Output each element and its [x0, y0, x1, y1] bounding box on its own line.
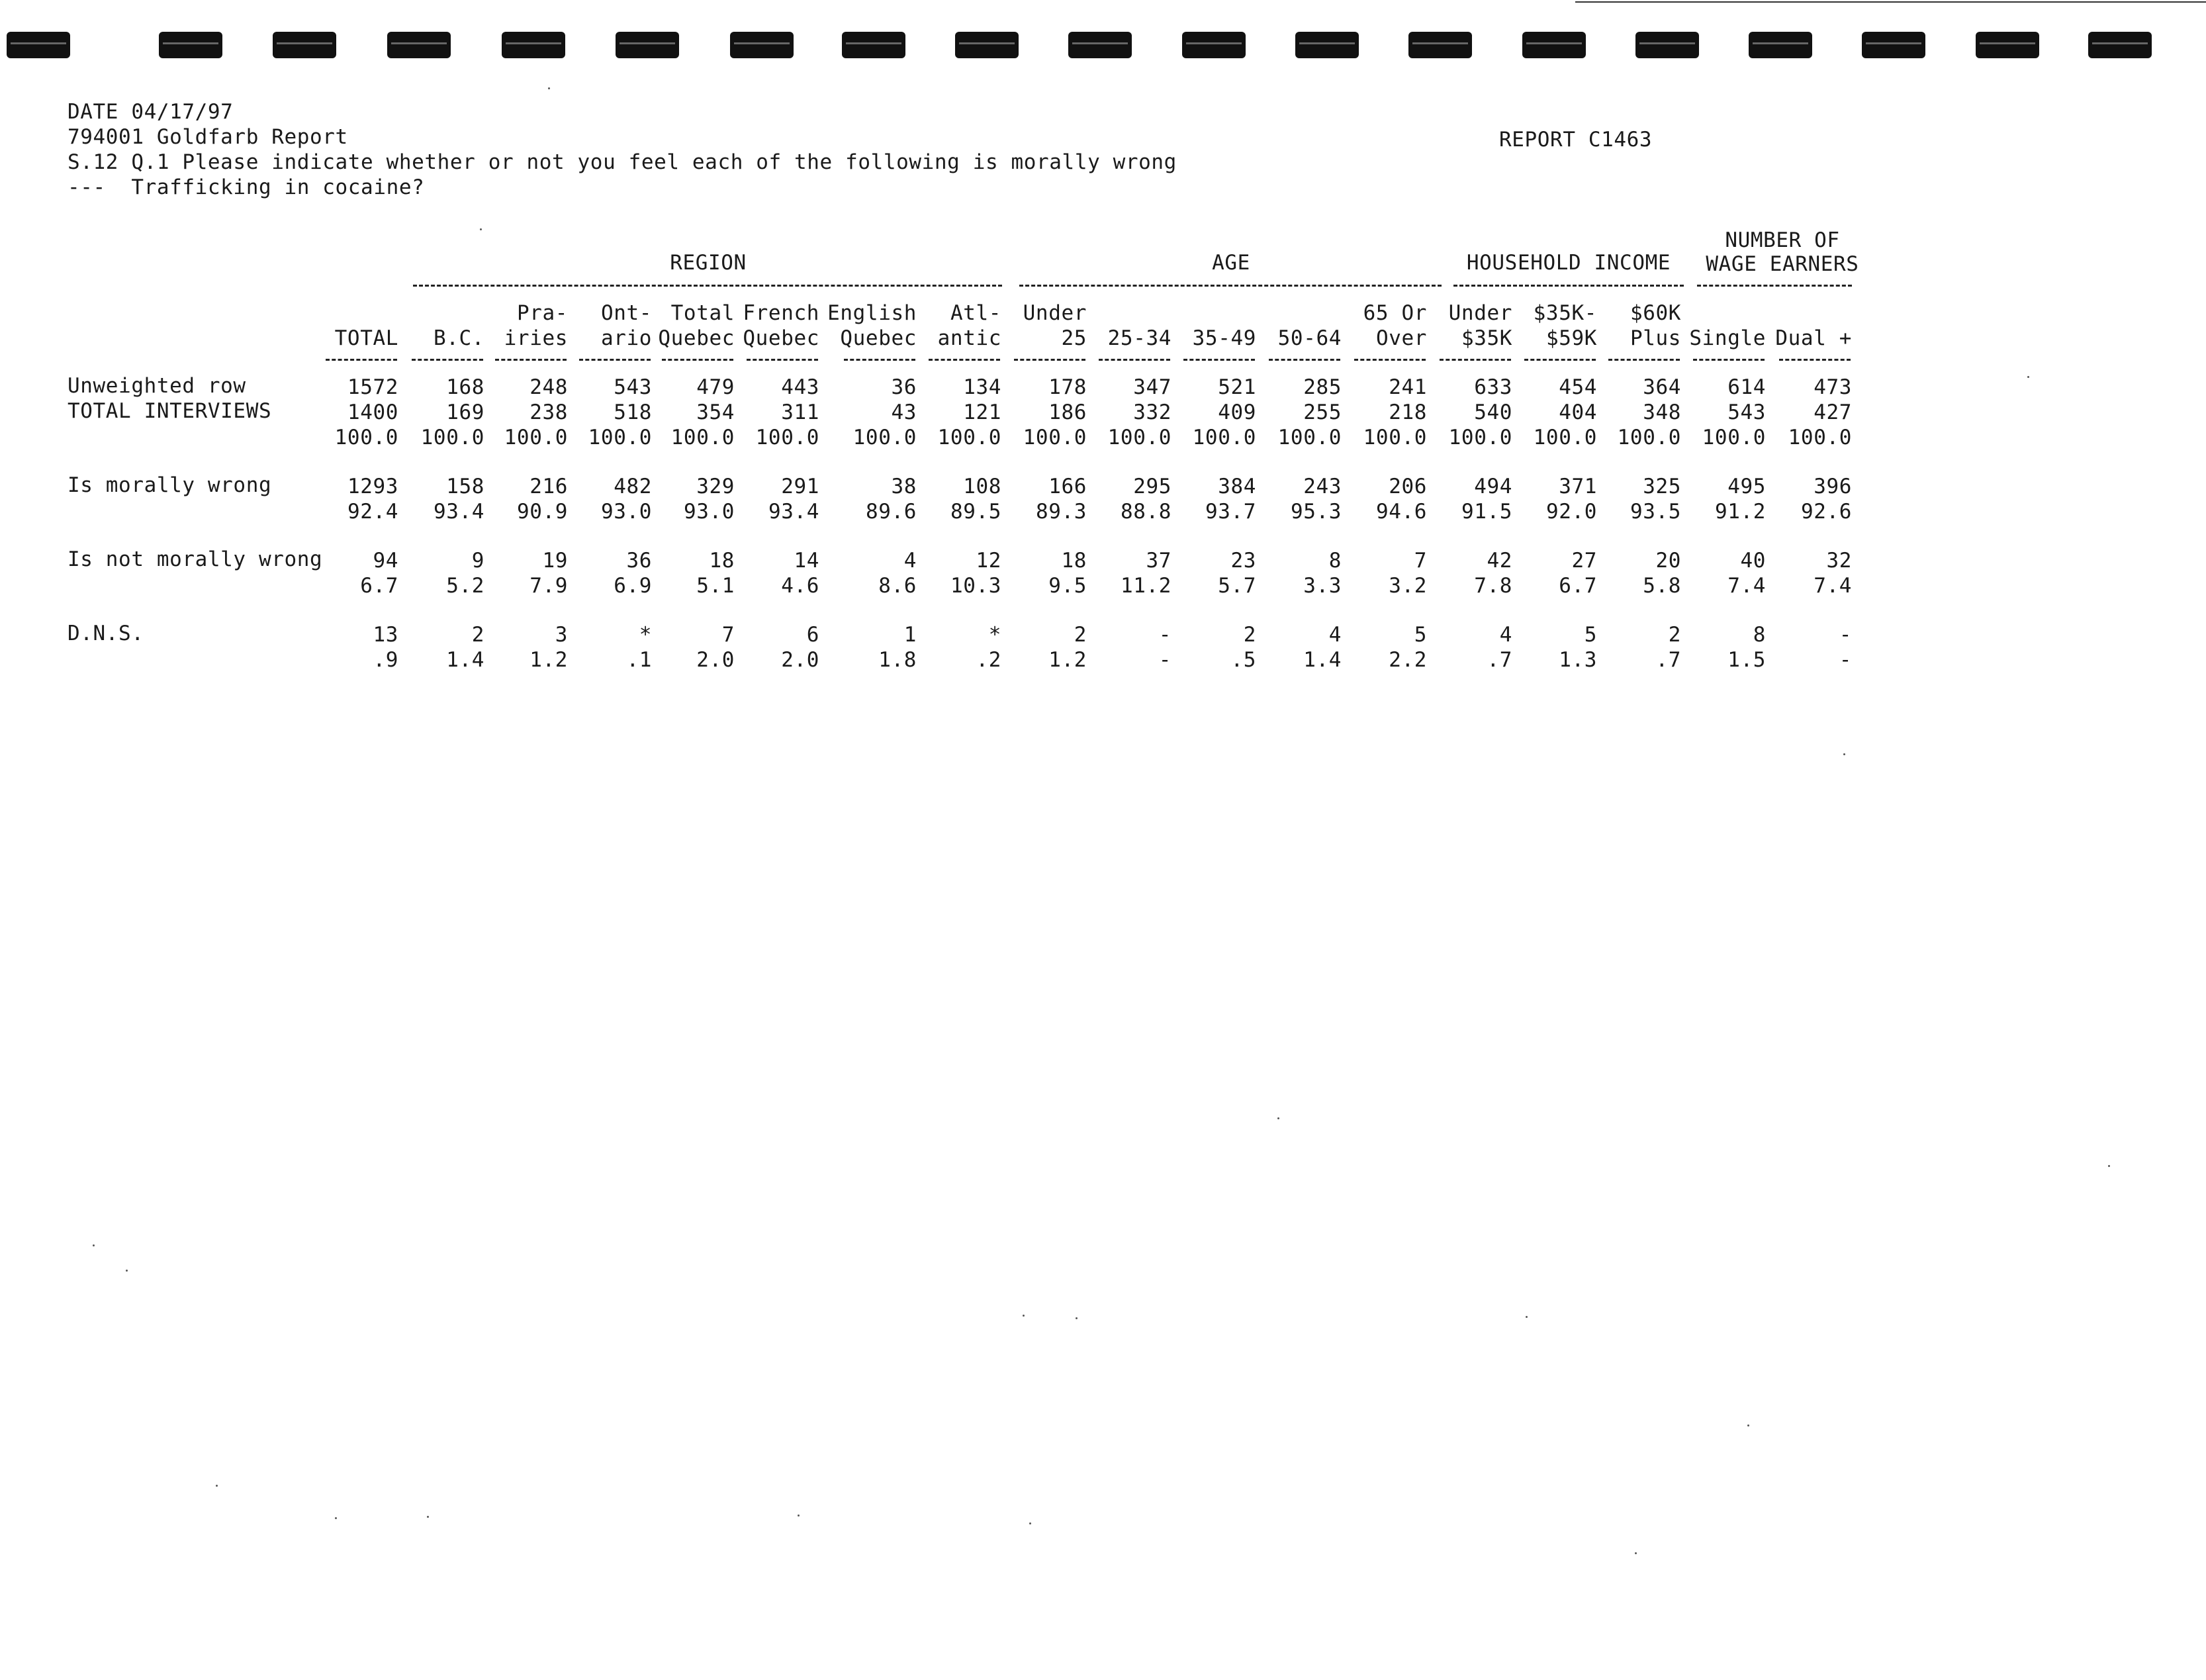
table-cell-not-wrong: 40 — [1740, 549, 1766, 573]
table-cell-total-pct: 100.0 — [1277, 426, 1342, 449]
feed-hole — [730, 32, 794, 58]
table-cell-unweighted: 285 — [1303, 375, 1342, 399]
scan-speck — [1277, 1117, 1279, 1119]
scan-speck — [335, 1517, 337, 1519]
table-cell-total: 409 — [1218, 400, 1256, 424]
scan-speck — [1747, 1424, 1749, 1426]
column-header-line2: 35-49 — [1192, 326, 1256, 350]
table-cell-total-pct: 100.0 — [1448, 426, 1512, 449]
scan-speck — [126, 1270, 128, 1272]
table-cell-dns: 6 — [806, 623, 819, 647]
table-cell-dns-pct: .5 — [1230, 648, 1256, 672]
column-header-line2: ario — [600, 326, 652, 350]
table-cell-wrong-pct: 92.0 — [1545, 500, 1597, 524]
table-cell-not-wrong: 7 — [1414, 549, 1427, 573]
table-cell-wrong: 1293 — [347, 475, 398, 498]
scan-speck — [480, 228, 482, 230]
table-cell-unweighted: 521 — [1218, 375, 1256, 399]
table-cell-unweighted: 364 — [1643, 375, 1681, 399]
table-cell-total-pct: 100.0 — [1617, 426, 1681, 449]
table-cell-wrong: 371 — [1559, 475, 1597, 498]
table-cell-total-pct: 100.0 — [670, 426, 735, 449]
feed-hole — [1408, 32, 1472, 58]
column-header-underline — [1524, 359, 1596, 361]
column-header-line2: Dual + — [1775, 326, 1852, 350]
column-header-line1: French — [743, 301, 819, 325]
table-cell-wrong-pct: 89.3 — [1035, 500, 1087, 524]
wage-underline — [1697, 285, 1852, 287]
table-cell-total: 518 — [614, 400, 652, 424]
table-cell-dns-pct: - — [1158, 648, 1172, 672]
table-cell-dns-pct: 1.4 — [446, 648, 484, 672]
row-label-not-morally-wrong: Is not morally wrong — [68, 547, 323, 571]
table-cell-dns: 4 — [1499, 623, 1512, 647]
feed-hole — [159, 32, 222, 58]
table-cell-wrong: 329 — [696, 475, 735, 498]
table-cell-not-wrong-pct: 4.6 — [781, 574, 819, 598]
table-cell-not-wrong-pct: 8.6 — [878, 574, 917, 598]
table-cell-wrong: 108 — [963, 475, 1001, 498]
table-cell-dns-pct: 2.0 — [781, 648, 819, 672]
table-cell-total: 348 — [1643, 400, 1681, 424]
table-cell-dns-pct: - — [1839, 648, 1852, 672]
feed-hole — [1862, 32, 1925, 58]
table-cell-wrong-pct: 92.4 — [347, 500, 398, 524]
table-cell-not-wrong-pct: 5.1 — [696, 574, 735, 598]
income-underline — [1453, 285, 1684, 287]
table-cell-unweighted: 614 — [1727, 375, 1766, 399]
table-cell-total-pct: 100.0 — [1107, 426, 1172, 449]
table-cell-wrong-pct: 89.5 — [950, 500, 1001, 524]
table-cell-dns: - — [1839, 623, 1852, 647]
table-cell-not-wrong: 36 — [626, 549, 652, 573]
table-cell-unweighted: 134 — [963, 375, 1001, 399]
table-cell-not-wrong: 42 — [1487, 549, 1512, 573]
table-cell-not-wrong: 19 — [542, 549, 568, 573]
table-cell-not-wrong-pct: 9.5 — [1048, 574, 1087, 598]
table-cell-not-wrong: 37 — [1146, 549, 1172, 573]
table-cell-unweighted: 454 — [1559, 375, 1597, 399]
table-cell-unweighted: 248 — [529, 375, 568, 399]
table-cell-total-pct: 100.0 — [1023, 426, 1087, 449]
table-cell-dns-pct: .7 — [1655, 648, 1681, 672]
column-header-underline — [1779, 359, 1851, 361]
table-cell-total-pct: 100.0 — [852, 426, 917, 449]
table-cell-not-wrong: 4 — [903, 549, 917, 573]
table-cell-dns-pct: 1.2 — [529, 648, 568, 672]
feed-hole — [955, 32, 1019, 58]
table-cell-unweighted: 473 — [1814, 375, 1852, 399]
table-cell-wrong-pct: 92.6 — [1800, 500, 1852, 524]
table-cell-not-wrong-pct: 7.8 — [1474, 574, 1512, 598]
scan-speck — [1635, 1552, 1637, 1554]
group-region: REGION — [670, 251, 747, 275]
table-cell-total: 1400 — [347, 400, 398, 424]
table-cell-wrong: 325 — [1643, 475, 1681, 498]
column-header-line2: Quebec — [840, 326, 917, 350]
column-header-underline — [1440, 359, 1511, 361]
table-cell-unweighted: 178 — [1048, 375, 1087, 399]
table-cell-dns-pct: 1.8 — [878, 648, 917, 672]
table-cell-not-wrong-pct: 5.2 — [446, 574, 484, 598]
table-cell-wrong: 166 — [1048, 475, 1087, 498]
table-cell-wrong: 482 — [614, 475, 652, 498]
table-cell-not-wrong-pct: 6.7 — [1559, 574, 1597, 598]
table-cell-total-pct: 100.0 — [334, 426, 398, 449]
table-cell-dns: 13 — [373, 623, 398, 647]
table-cell-wrong-pct: 93.4 — [433, 500, 484, 524]
column-header-underline — [1099, 359, 1170, 361]
table-cell-wrong-pct: 91.5 — [1461, 500, 1512, 524]
table-cell-unweighted: 241 — [1389, 375, 1427, 399]
table-cell-unweighted: 36 — [891, 375, 917, 399]
table-cell-not-wrong-pct: 3.2 — [1389, 574, 1427, 598]
question-text: S.12 Q.1 Please indicate whether or not you feel each of the following is morally wrong — [68, 150, 1177, 174]
column-header-line2: $59K — [1545, 326, 1597, 350]
column-header-underline — [495, 359, 567, 361]
table-cell-dns-pct: .1 — [626, 648, 652, 672]
table-cell-total: 354 — [696, 400, 735, 424]
table-cell-dns: * — [988, 623, 1001, 647]
column-header-line1: $35K- — [1533, 301, 1597, 325]
table-cell-dns-pct: 2.0 — [696, 648, 735, 672]
table-cell-total: 427 — [1814, 400, 1852, 424]
table-cell-wrong: 494 — [1474, 475, 1512, 498]
table-cell-total: 238 — [529, 400, 568, 424]
table-cell-total: 121 — [963, 400, 1001, 424]
region-underline — [413, 285, 1002, 287]
table-cell-total-pct: 100.0 — [937, 426, 1001, 449]
feed-hole — [1749, 32, 1812, 58]
table-cell-unweighted: 168 — [446, 375, 484, 399]
table-cell-wrong-pct: 93.0 — [600, 500, 652, 524]
table-cell-not-wrong-pct: 10.3 — [950, 574, 1001, 598]
column-header-underline — [662, 359, 733, 361]
table-cell-not-wrong-pct: 7.4 — [1814, 574, 1852, 598]
scan-speck — [548, 87, 550, 89]
group-age: AGE — [1212, 251, 1250, 275]
table-cell-total-pct: 100.0 — [1533, 426, 1597, 449]
feed-hole — [842, 32, 905, 58]
table-cell-not-wrong-pct: 3.3 — [1303, 574, 1342, 598]
table-cell-not-wrong: 12 — [976, 549, 1001, 573]
table-cell-not-wrong: 18 — [709, 549, 735, 573]
feed-hole — [2088, 32, 2152, 58]
group-wage-earners-2: WAGE EARNERS — [1706, 252, 1859, 276]
scan-speck — [427, 1516, 429, 1518]
row-label-morally-wrong: Is morally wrong — [68, 473, 272, 497]
table-cell-wrong-pct: 91.2 — [1714, 500, 1766, 524]
report-title: 794001 Goldfarb Report — [68, 125, 348, 149]
table-cell-wrong-pct: 93.7 — [1205, 500, 1256, 524]
table-cell-total-pct: 100.0 — [588, 426, 652, 449]
column-header-line2: Plus — [1630, 326, 1681, 350]
table-cell-wrong: 206 — [1389, 475, 1427, 498]
table-cell-dns: 2 — [1074, 623, 1087, 647]
scan-speck — [798, 1515, 800, 1517]
table-cell-dns: 4 — [1328, 623, 1342, 647]
report-date: DATE 04/17/97 — [68, 100, 234, 124]
table-cell-not-wrong: 18 — [1061, 549, 1087, 573]
table-cell-dns-pct: 1.3 — [1559, 648, 1597, 672]
column-header-underline — [1269, 359, 1340, 361]
column-header-underline — [1014, 359, 1085, 361]
feed-hole — [7, 32, 70, 58]
table-cell-dns-pct: 1.5 — [1727, 648, 1766, 672]
column-header-line2: Over — [1375, 326, 1427, 350]
table-cell-not-wrong-pct: 6.9 — [614, 574, 652, 598]
table-cell-dns-pct: 1.4 — [1303, 648, 1342, 672]
column-header-line2: 25 — [1061, 326, 1087, 350]
table-cell-wrong: 295 — [1133, 475, 1172, 498]
table-cell-total: 543 — [1727, 400, 1766, 424]
feed-hole — [616, 32, 679, 58]
table-cell-wrong-pct: 94.6 — [1375, 500, 1427, 524]
table-cell-not-wrong: 9 — [471, 549, 484, 573]
table-cell-dns: 3 — [555, 623, 568, 647]
table-cell-dns: * — [639, 623, 652, 647]
table-cell-total-pct: 100.0 — [1192, 426, 1256, 449]
scan-speck — [1023, 1315, 1025, 1317]
feed-hole — [502, 32, 565, 58]
column-header-line1: Total — [670, 301, 735, 325]
row-label-dns: D.N.S. — [68, 622, 144, 645]
row-label-unweighted: Unweighted row — [68, 374, 246, 398]
column-header-line1: Under — [1448, 301, 1512, 325]
table-cell-dns: 8 — [1753, 623, 1766, 647]
column-header-line1: English — [827, 301, 917, 325]
feed-hole — [1635, 32, 1699, 58]
table-cell-total-pct: 100.0 — [1363, 426, 1427, 449]
table-cell-total: 404 — [1559, 400, 1597, 424]
column-header-underline — [412, 359, 483, 361]
scan-speck — [1526, 1316, 1528, 1318]
table-cell-total: 540 — [1474, 400, 1512, 424]
table-cell-unweighted: 543 — [614, 375, 652, 399]
table-cell-not-wrong-pct: 11.2 — [1120, 574, 1172, 598]
table-cell-total-pct: 100.0 — [1702, 426, 1766, 449]
column-header-line1: Pra- — [516, 301, 568, 325]
column-header-line2: iries — [504, 326, 568, 350]
table-cell-wrong: 495 — [1727, 475, 1766, 498]
table-cell-dns: - — [1158, 623, 1172, 647]
table-cell-dns-pct: .9 — [373, 648, 398, 672]
table-cell-total-pct: 100.0 — [504, 426, 568, 449]
column-header-line2: Quebec — [743, 326, 819, 350]
table-cell-total: 43 — [891, 400, 917, 424]
column-header-underline — [579, 359, 651, 361]
scan-speck — [2108, 1165, 2110, 1167]
table-cell-dns-pct: 2.2 — [1389, 648, 1427, 672]
scan-speck — [2027, 376, 2029, 378]
table-cell-wrong: 38 — [891, 475, 917, 498]
table-cell-unweighted: 347 — [1133, 375, 1172, 399]
table-cell-total-pct: 100.0 — [1788, 426, 1852, 449]
column-header-underline — [1354, 359, 1426, 361]
table-cell-dns: 5 — [1414, 623, 1427, 647]
table-cell-wrong-pct: 90.9 — [516, 500, 568, 524]
feed-hole — [1068, 32, 1132, 58]
feed-hole — [273, 32, 336, 58]
age-underline — [1019, 285, 1442, 287]
feed-hole — [1295, 32, 1359, 58]
feed-hole — [387, 32, 451, 58]
table-cell-dns-pct: 1.2 — [1048, 648, 1087, 672]
table-cell-unweighted: 1572 — [347, 375, 398, 399]
question-item: --- Trafficking in cocaine? — [68, 175, 425, 199]
column-header-underline — [1183, 359, 1255, 361]
table-cell-unweighted: 443 — [781, 375, 819, 399]
table-cell-dns-pct: .7 — [1487, 648, 1512, 672]
column-header-underline — [326, 359, 397, 361]
table-cell-not-wrong-pct: 5.7 — [1218, 574, 1256, 598]
column-header-line2: 25-34 — [1107, 326, 1172, 350]
column-header-line2: 50-64 — [1277, 326, 1342, 350]
table-cell-wrong-pct: 93.5 — [1630, 500, 1681, 524]
table-cell-dns: 2 — [1668, 623, 1681, 647]
feed-hole — [1976, 32, 2039, 58]
table-cell-total: 311 — [781, 400, 819, 424]
column-header-underline — [747, 359, 818, 361]
column-header-line2: TOTAL — [334, 326, 398, 350]
column-header-underline — [929, 359, 1000, 361]
table-cell-not-wrong: 14 — [794, 549, 819, 573]
column-header-underline — [844, 359, 915, 361]
table-cell-not-wrong-pct: 6.7 — [360, 574, 398, 598]
table-cell-not-wrong: 23 — [1230, 549, 1256, 573]
tractor-feed-holes — [0, 0, 2206, 79]
column-header-line1: 65 Or — [1363, 301, 1427, 325]
column-header-line1: $60K — [1630, 301, 1681, 325]
scan-speck — [1843, 753, 1845, 755]
table-cell-not-wrong-pct: 5.8 — [1643, 574, 1681, 598]
table-cell-wrong: 396 — [1814, 475, 1852, 498]
table-cell-wrong: 158 — [446, 475, 484, 498]
table-cell-wrong-pct: 95.3 — [1290, 500, 1342, 524]
paper-edge-line — [1575, 1, 2206, 3]
column-header-line2: $35K — [1461, 326, 1512, 350]
table-cell-dns-pct: .2 — [976, 648, 1001, 672]
table-cell-unweighted: 633 — [1474, 375, 1512, 399]
table-cell-not-wrong: 27 — [1571, 549, 1597, 573]
group-wage-earners-1: NUMBER OF — [1725, 228, 1840, 252]
scan-speck — [93, 1244, 95, 1246]
table-cell-total: 332 — [1133, 400, 1172, 424]
report-id: REPORT C1463 — [1499, 128, 1653, 152]
table-cell-total: 186 — [1048, 400, 1087, 424]
table-cell-dns: 2 — [471, 623, 484, 647]
column-header-line2: B.C. — [433, 326, 484, 350]
table-cell-not-wrong: 20 — [1655, 549, 1681, 573]
column-header-line2: Single — [1689, 326, 1766, 350]
column-header-underline — [1693, 359, 1765, 361]
scan-speck — [216, 1485, 218, 1487]
table-cell-dns: 1 — [903, 623, 917, 647]
feed-hole — [1522, 32, 1586, 58]
table-cell-not-wrong-pct: 7.9 — [529, 574, 568, 598]
table-cell-total-pct: 100.0 — [420, 426, 484, 449]
row-label-total-interviews: TOTAL INTERVIEWS — [68, 399, 272, 423]
scan-speck — [1076, 1317, 1078, 1319]
table-cell-not-wrong: 32 — [1826, 549, 1852, 573]
table-cell-dns: 5 — [1584, 623, 1597, 647]
table-cell-total: 218 — [1389, 400, 1427, 424]
scan-speck — [1029, 1522, 1031, 1524]
table-cell-not-wrong-pct: 7.4 — [1727, 574, 1766, 598]
column-header-line2: Quebec — [658, 326, 735, 350]
table-cell-total: 255 — [1303, 400, 1342, 424]
table-cell-wrong: 243 — [1303, 475, 1342, 498]
table-cell-not-wrong: 8 — [1328, 549, 1342, 573]
table-cell-wrong: 291 — [781, 475, 819, 498]
table-cell-wrong: 384 — [1218, 475, 1256, 498]
table-cell-total: 169 — [446, 400, 484, 424]
feed-hole — [1182, 32, 1246, 58]
column-header-line1: Ont- — [600, 301, 652, 325]
table-cell-total-pct: 100.0 — [755, 426, 819, 449]
column-header-line1: Atl- — [950, 301, 1001, 325]
table-cell-wrong-pct: 93.0 — [683, 500, 735, 524]
table-cell-wrong-pct: 89.6 — [865, 500, 917, 524]
table-cell-not-wrong: 94 — [373, 549, 398, 573]
column-header-line2: antic — [937, 326, 1001, 350]
table-cell-dns: 7 — [721, 623, 735, 647]
table-cell-dns: 2 — [1243, 623, 1256, 647]
table-cell-wrong: 216 — [529, 475, 568, 498]
column-header-underline — [1608, 359, 1680, 361]
table-cell-unweighted: 479 — [696, 375, 735, 399]
group-household-income: HOUSEHOLD INCOME — [1466, 251, 1671, 275]
table-cell-wrong-pct: 93.4 — [768, 500, 819, 524]
column-header-line1: Under — [1023, 301, 1087, 325]
table-cell-wrong-pct: 88.8 — [1120, 500, 1172, 524]
